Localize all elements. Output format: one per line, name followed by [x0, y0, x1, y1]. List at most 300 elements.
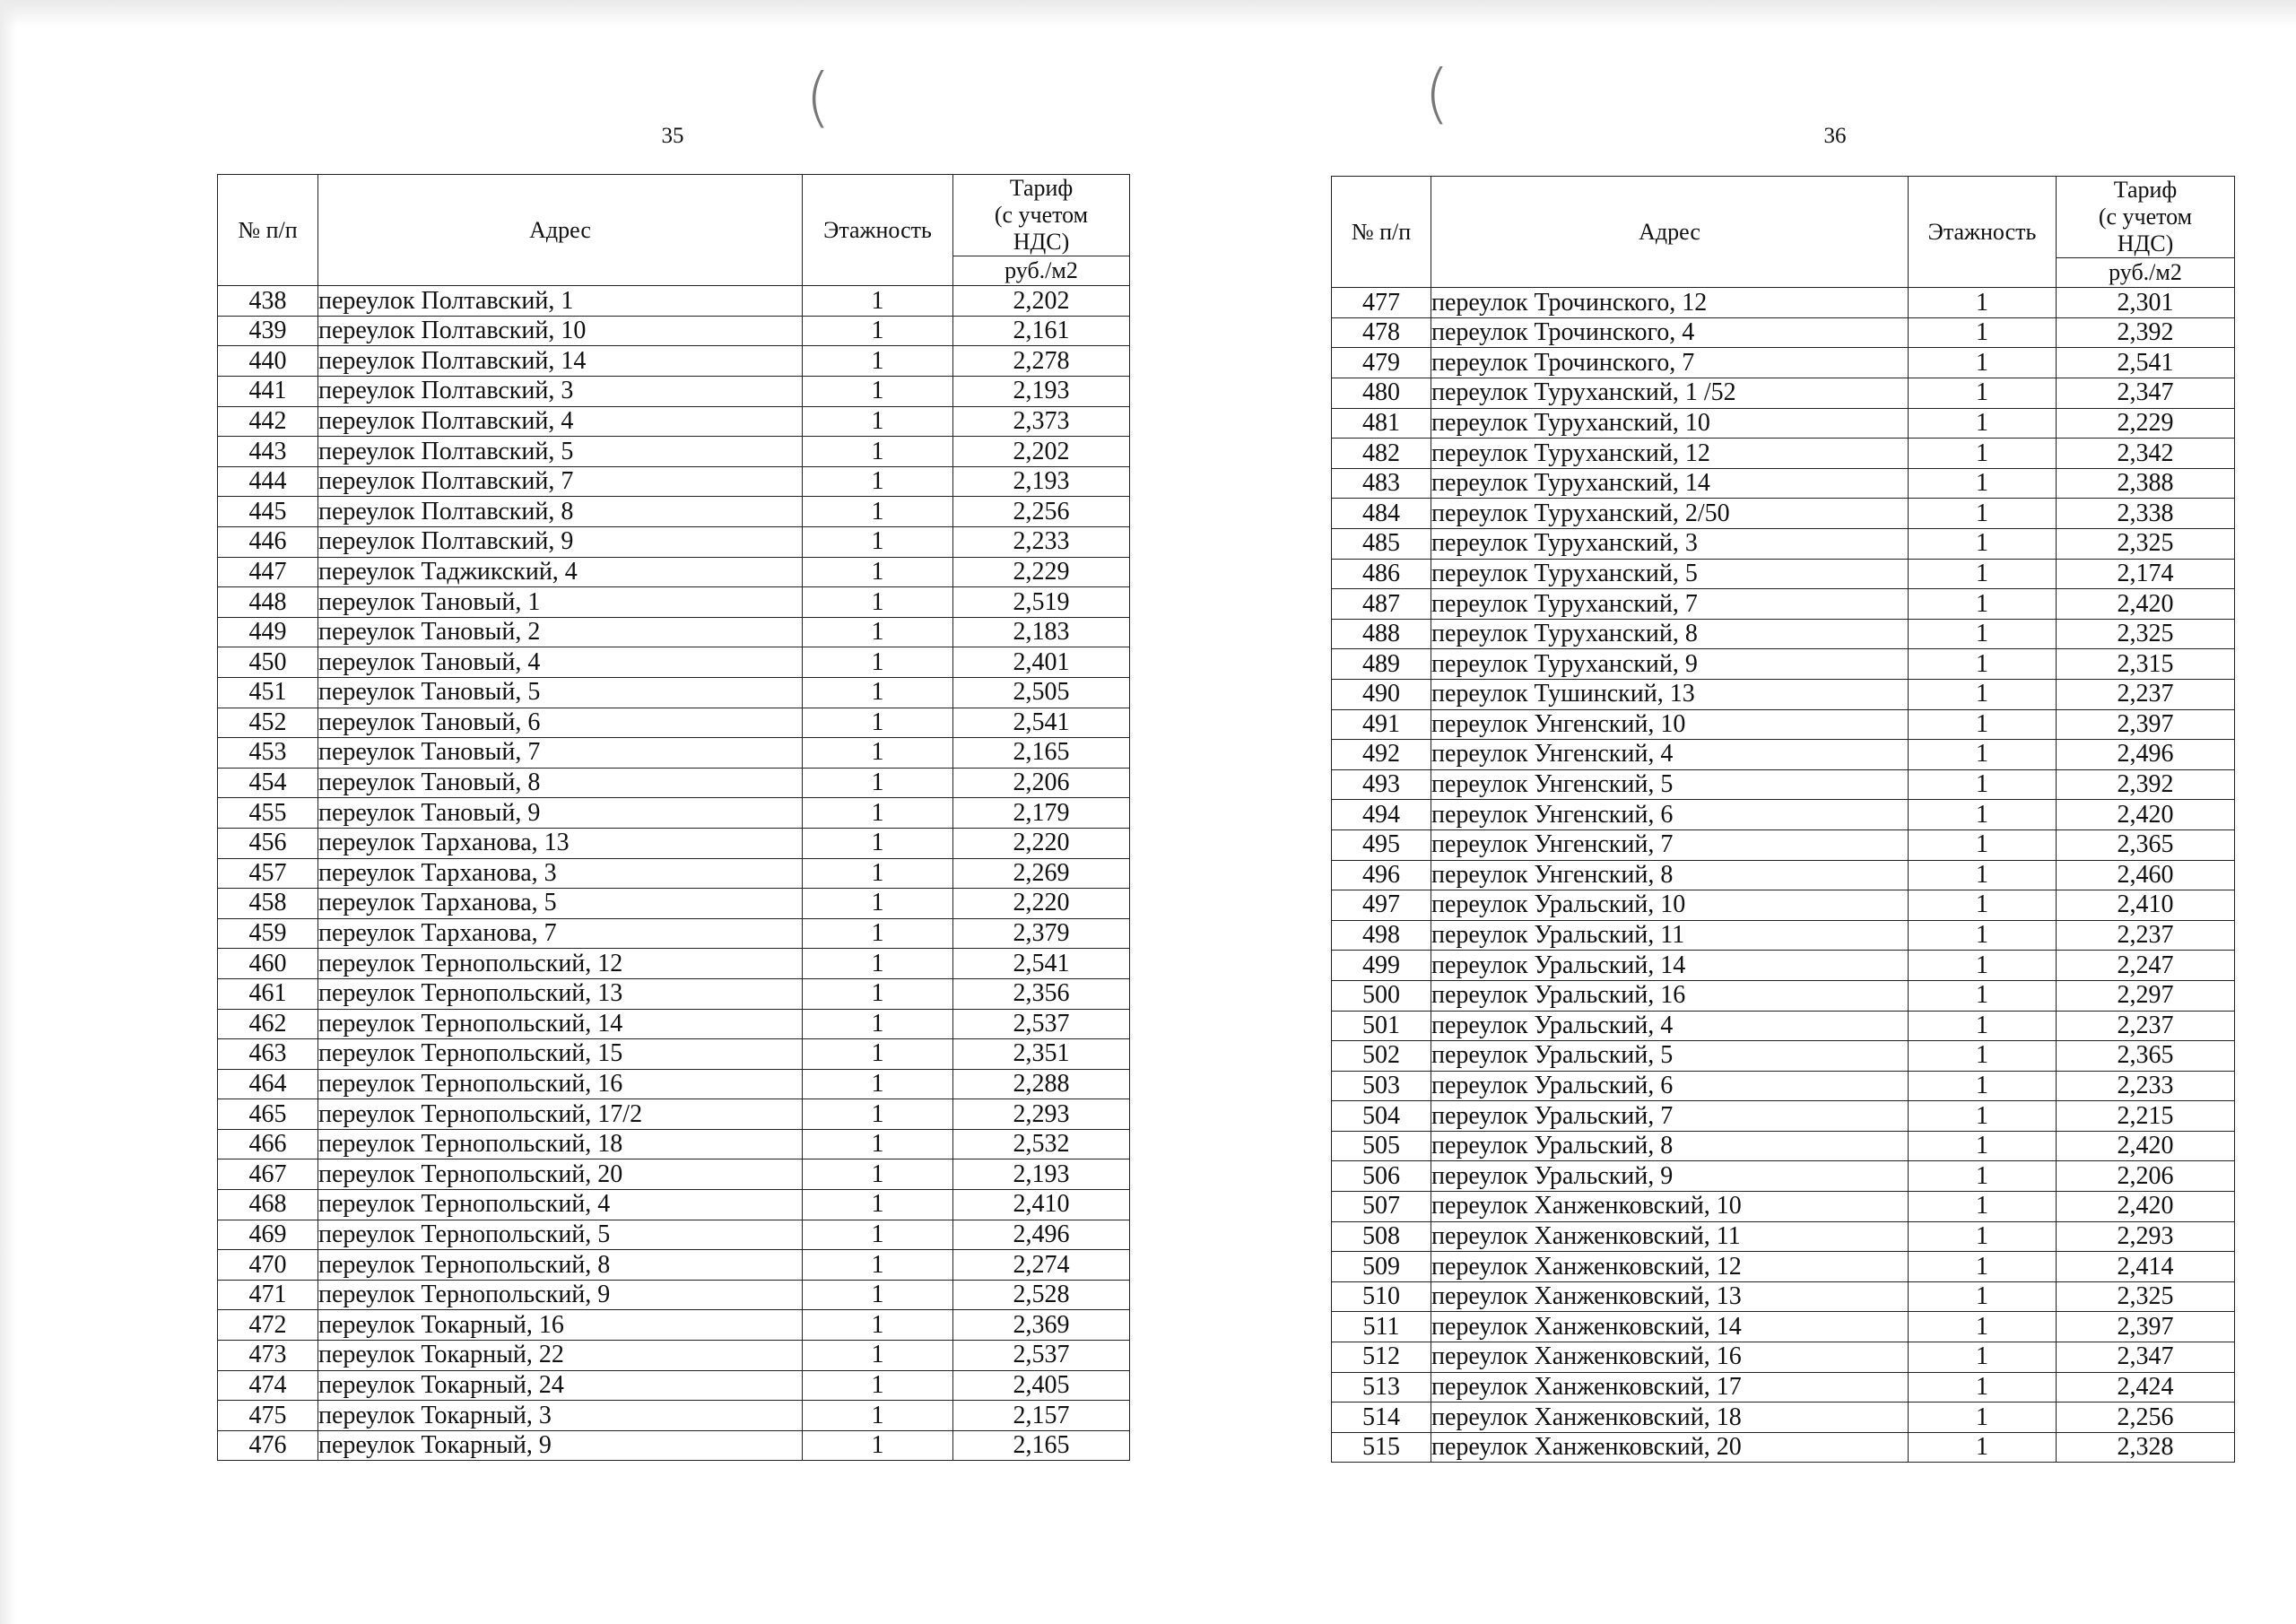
row-address: переулок Трочинского, 7 — [1431, 348, 1909, 378]
row-tariff: 2,206 — [953, 768, 1130, 798]
row-number: 462 — [218, 1009, 318, 1039]
header-num: № п/п — [1332, 177, 1431, 288]
row-address: переулок Туруханский, 12 — [1431, 439, 1909, 469]
row-tariff: 2,161 — [953, 316, 1130, 346]
row-floors: 1 — [803, 768, 953, 798]
row-number: 512 — [1332, 1342, 1431, 1373]
row-address: переулок Унгенский, 7 — [1431, 829, 1909, 860]
row-tariff: 2,537 — [953, 1009, 1130, 1039]
table-row — [1332, 408, 2235, 439]
row-floors: 1 — [803, 949, 953, 979]
row-tariff: 2,420 — [2057, 589, 2235, 620]
row-floors: 1 — [1909, 769, 2057, 800]
row-floors: 1 — [803, 1341, 953, 1371]
row-tariff: 2,237 — [2057, 1011, 2235, 1041]
row-number: 515 — [1332, 1432, 1431, 1463]
row-number: 511 — [1332, 1312, 1431, 1342]
row-number: 440 — [218, 346, 318, 377]
row-address: переулок Туруханский, 3 — [1431, 529, 1909, 560]
row-number: 456 — [218, 828, 318, 858]
table-row — [1332, 709, 2235, 740]
row-tariff: 2,297 — [2057, 980, 2235, 1011]
row-address: переулок Тановый, 9 — [318, 798, 803, 829]
header-unit: руб./м2 — [2057, 257, 2235, 288]
row-floors: 1 — [1909, 1041, 2057, 1072]
row-address: переулок Тановый, 1 — [318, 587, 803, 618]
table-row — [218, 1129, 1130, 1159]
header-address: Адрес — [318, 175, 803, 286]
table-row — [218, 1341, 1130, 1371]
row-floors: 1 — [803, 677, 953, 708]
row-number: 482 — [1332, 439, 1431, 469]
row-tariff: 2,206 — [2057, 1161, 2235, 1192]
table-row — [1332, 499, 2235, 529]
row-tariff: 2,460 — [2057, 860, 2235, 890]
row-tariff: 2,365 — [2057, 1041, 2235, 1072]
table-row — [218, 1401, 1130, 1431]
table-row — [218, 1430, 1130, 1461]
header-tariff-line1: Тариф — [1009, 175, 1074, 201]
row-address: переулок Токарный, 22 — [318, 1341, 803, 1371]
table-row — [218, 1370, 1130, 1401]
row-floors: 1 — [803, 1159, 953, 1190]
row-address: переулок Тарханова, 5 — [318, 889, 803, 919]
row-number: 502 — [1332, 1041, 1431, 1072]
row-floors: 1 — [803, 738, 953, 769]
row-number: 452 — [218, 708, 318, 738]
row-floors: 1 — [803, 617, 953, 647]
row-address: переулок Трочинского, 12 — [1431, 288, 1909, 318]
row-floors: 1 — [1909, 1011, 2057, 1041]
row-floors: 1 — [803, 1430, 953, 1461]
punch-mark-right: ( — [1424, 56, 1450, 131]
row-number: 443 — [218, 437, 318, 467]
row-tariff: 2,193 — [953, 1159, 1130, 1190]
row-tariff: 2,496 — [953, 1220, 1130, 1250]
table-row — [218, 798, 1130, 829]
row-number: 451 — [218, 677, 318, 708]
row-address: переулок Уральский, 7 — [1431, 1101, 1909, 1132]
row-floors: 1 — [803, 466, 953, 497]
table-row — [1332, 1281, 2235, 1312]
table-row — [1332, 317, 2235, 348]
table-row — [218, 858, 1130, 889]
row-tariff: 2,528 — [953, 1280, 1130, 1310]
row-floors: 1 — [1909, 829, 2057, 860]
table-row — [218, 497, 1130, 527]
row-floors: 1 — [803, 708, 953, 738]
table-row — [1332, 589, 2235, 620]
row-address: переулок Полтавский, 3 — [318, 377, 803, 407]
row-address: переулок Туруханский, 5 — [1431, 559, 1909, 589]
row-number: 474 — [218, 1370, 318, 1401]
row-floors: 1 — [803, 1069, 953, 1099]
row-tariff: 2,347 — [2057, 1342, 2235, 1373]
row-number: 449 — [218, 617, 318, 647]
row-tariff: 2,405 — [953, 1370, 1130, 1401]
header-num: № п/п — [218, 175, 318, 286]
row-tariff: 2,505 — [953, 677, 1130, 708]
header-tariff-line2: (с учетом — [994, 201, 1089, 228]
row-tariff: 2,269 — [953, 858, 1130, 889]
punch-mark-left: ( — [805, 59, 831, 135]
row-number: 479 — [1332, 348, 1431, 378]
row-address: переулок Ханженковский, 20 — [1431, 1432, 1909, 1463]
row-address: переулок Уральский, 10 — [1431, 890, 1909, 921]
row-address: переулок Полтавский, 9 — [318, 527, 803, 558]
row-address: переулок Полтавский, 8 — [318, 497, 803, 527]
table-row — [218, 1220, 1130, 1250]
row-floors: 1 — [803, 1401, 953, 1431]
row-address: переулок Ханженковский, 18 — [1431, 1403, 1909, 1433]
row-tariff: 2,256 — [953, 497, 1130, 527]
row-floors: 1 — [803, 1039, 953, 1070]
table-row — [218, 377, 1130, 407]
row-number: 514 — [1332, 1403, 1431, 1433]
row-tariff: 2,410 — [2057, 890, 2235, 921]
table-row — [1332, 1011, 2235, 1041]
table-row — [218, 1190, 1130, 1220]
row-floors: 1 — [1909, 860, 2057, 890]
row-tariff: 2,274 — [953, 1250, 1130, 1281]
row-number: 445 — [218, 497, 318, 527]
table-row — [218, 346, 1130, 377]
row-floors: 1 — [803, 587, 953, 618]
table-row — [218, 768, 1130, 798]
table-row — [218, 316, 1130, 346]
row-tariff: 2,174 — [2057, 559, 2235, 589]
row-tariff: 2,315 — [2057, 649, 2235, 680]
row-number: 499 — [1332, 951, 1431, 981]
table-row — [218, 466, 1130, 497]
table-row — [218, 527, 1130, 558]
table-row — [1332, 920, 2235, 951]
row-address: переулок Тановый, 8 — [318, 768, 803, 798]
row-floors: 1 — [803, 798, 953, 829]
table-row — [218, 889, 1130, 919]
row-number: 464 — [218, 1069, 318, 1099]
row-tariff: 2,247 — [2057, 951, 2235, 981]
table-row — [1332, 649, 2235, 680]
row-floors: 1 — [803, 828, 953, 858]
row-floors: 1 — [1909, 317, 2057, 348]
row-address: переулок Туруханский, 9 — [1431, 649, 1909, 680]
row-address: переулок Тернопольский, 20 — [318, 1159, 803, 1190]
row-number: 507 — [1332, 1192, 1431, 1222]
row-address: переулок Уральский, 9 — [1431, 1161, 1909, 1192]
row-number: 460 — [218, 949, 318, 979]
header-tariff-line1: Тариф — [2113, 177, 2178, 203]
row-floors: 1 — [1909, 348, 2057, 378]
row-address: переулок Тернопольский, 16 — [318, 1069, 803, 1099]
row-floors: 1 — [803, 406, 953, 437]
row-address: переулок Унгенский, 10 — [1431, 709, 1909, 740]
table-row — [1332, 1312, 2235, 1342]
table-row — [1332, 800, 2235, 830]
row-address: переулок Ханженковский, 14 — [1431, 1312, 1909, 1342]
row-number: 492 — [1332, 740, 1431, 770]
row-tariff: 2,420 — [2057, 1131, 2235, 1161]
row-number: 442 — [218, 406, 318, 437]
row-floors: 1 — [1909, 559, 2057, 589]
row-floors: 1 — [803, 1099, 953, 1130]
row-number: 463 — [218, 1039, 318, 1070]
row-tariff: 2,325 — [2057, 529, 2235, 560]
row-number: 510 — [1332, 1281, 1431, 1312]
row-tariff: 2,397 — [2057, 1312, 2235, 1342]
row-tariff: 2,165 — [953, 1430, 1130, 1461]
row-address: переулок Тарханова, 3 — [318, 858, 803, 889]
row-address: переулок Тернопольский, 4 — [318, 1190, 803, 1220]
row-address: переулок Унгенский, 5 — [1431, 769, 1909, 800]
table-row — [1332, 619, 2235, 649]
row-floors: 1 — [1909, 920, 2057, 951]
row-floors: 1 — [803, 557, 953, 587]
table-row — [1332, 890, 2235, 921]
row-number: 481 — [1332, 408, 1431, 439]
row-number: 495 — [1332, 829, 1431, 860]
row-floors: 1 — [803, 1009, 953, 1039]
row-tariff: 2,325 — [2057, 619, 2235, 649]
table-row — [1332, 1101, 2235, 1132]
row-address: переулок Уральский, 8 — [1431, 1131, 1909, 1161]
row-floors: 1 — [803, 1310, 953, 1341]
row-number: 466 — [218, 1129, 318, 1159]
table-row — [1332, 288, 2235, 318]
row-floors: 1 — [1909, 499, 2057, 529]
row-address: переулок Тановый, 5 — [318, 677, 803, 708]
row-number: 505 — [1332, 1131, 1431, 1161]
table-row — [218, 437, 1130, 467]
row-address: переулок Унгенский, 6 — [1431, 800, 1909, 830]
table-row — [1332, 951, 2235, 981]
table-row — [218, 557, 1130, 587]
row-address: переулок Тернопольский, 18 — [318, 1129, 803, 1159]
table-row — [1332, 860, 2235, 890]
row-number: 501 — [1332, 1011, 1431, 1041]
row-floors: 1 — [803, 377, 953, 407]
row-address: переулок Унгенский, 8 — [1431, 860, 1909, 890]
row-number: 477 — [1332, 288, 1431, 318]
row-address: переулок Ханженковский, 17 — [1431, 1372, 1909, 1403]
row-address: переулок Полтавский, 10 — [318, 316, 803, 346]
row-floors: 1 — [1909, 709, 2057, 740]
row-floors: 1 — [1909, 1131, 2057, 1161]
row-number: 497 — [1332, 890, 1431, 921]
row-address: переулок Токарный, 16 — [318, 1310, 803, 1341]
row-floors: 1 — [1909, 1403, 2057, 1433]
row-tariff: 2,179 — [953, 798, 1130, 829]
table-row — [1332, 1432, 2235, 1463]
row-address: переулок Токарный, 9 — [318, 1430, 803, 1461]
table-row — [1332, 1192, 2235, 1222]
row-floors: 1 — [1909, 529, 2057, 560]
row-tariff: 2,365 — [2057, 829, 2235, 860]
row-number: 438 — [218, 286, 318, 317]
row-tariff: 2,220 — [953, 889, 1130, 919]
table-row — [218, 1310, 1130, 1341]
row-tariff: 2,193 — [953, 466, 1130, 497]
row-tariff: 2,157 — [953, 1401, 1130, 1431]
row-address: переулок Тарханова, 13 — [318, 828, 803, 858]
row-floors: 1 — [1909, 439, 2057, 469]
row-number: 475 — [218, 1401, 318, 1431]
row-number: 508 — [1332, 1221, 1431, 1252]
table-row — [1332, 468, 2235, 499]
page-number: 35 — [661, 124, 684, 148]
row-floors: 1 — [803, 286, 953, 317]
table-row — [1332, 1342, 2235, 1373]
row-address: переулок Тернопольский, 14 — [318, 1009, 803, 1039]
row-floors: 1 — [803, 497, 953, 527]
row-address: переулок Туруханский, 8 — [1431, 619, 1909, 649]
row-floors: 1 — [1909, 951, 2057, 981]
row-tariff: 2,202 — [953, 437, 1130, 467]
row-floors: 1 — [803, 1250, 953, 1281]
row-tariff: 2,410 — [953, 1190, 1130, 1220]
row-tariff: 2,229 — [953, 557, 1130, 587]
row-address: переулок Полтавский, 1 — [318, 286, 803, 317]
row-floors: 1 — [803, 316, 953, 346]
table-row — [1332, 378, 2235, 409]
row-number: 509 — [1332, 1252, 1431, 1282]
row-number: 490 — [1332, 679, 1431, 709]
row-floors: 1 — [1909, 679, 2057, 709]
row-number: 489 — [1332, 649, 1431, 680]
row-floors: 1 — [803, 527, 953, 558]
row-floors: 1 — [1909, 589, 2057, 620]
row-number: 476 — [218, 1430, 318, 1461]
table-row — [218, 949, 1130, 979]
row-address: переулок Уральский, 4 — [1431, 1011, 1909, 1041]
row-floors: 1 — [803, 918, 953, 949]
row-tariff: 2,541 — [953, 949, 1130, 979]
row-number: 486 — [1332, 559, 1431, 589]
row-floors: 1 — [803, 1190, 953, 1220]
row-tariff: 2,233 — [2057, 1071, 2235, 1101]
row-tariff: 2,237 — [2057, 920, 2235, 951]
row-address: переулок Тернопольский, 5 — [318, 1220, 803, 1250]
row-number: 447 — [218, 557, 318, 587]
row-number: 513 — [1332, 1372, 1431, 1403]
row-number: 485 — [1332, 529, 1431, 560]
table-row — [218, 1009, 1130, 1039]
row-address: переулок Тановый, 4 — [318, 647, 803, 678]
row-address: переулок Тушинский, 13 — [1431, 679, 1909, 709]
row-floors: 1 — [1909, 1071, 2057, 1101]
row-floors: 1 — [1909, 1192, 2057, 1222]
row-address: переулок Тернопольский, 8 — [318, 1250, 803, 1281]
scan-shadow-top — [0, 0, 2296, 27]
row-number: 448 — [218, 587, 318, 618]
row-number: 454 — [218, 768, 318, 798]
row-number: 494 — [1332, 800, 1431, 830]
row-floors: 1 — [1909, 1372, 2057, 1403]
row-tariff: 2,496 — [2057, 740, 2235, 770]
row-address: переулок Ханженковский, 11 — [1431, 1221, 1909, 1252]
row-address: переулок Полтавский, 5 — [318, 437, 803, 467]
row-number: 504 — [1332, 1101, 1431, 1132]
row-tariff: 2,183 — [953, 617, 1130, 647]
row-floors: 1 — [1909, 378, 2057, 409]
row-tariff: 2,356 — [953, 978, 1130, 1009]
row-address: переулок Ханженковский, 13 — [1431, 1281, 1909, 1312]
header-unit: руб./м2 — [953, 256, 1130, 286]
table-row — [218, 978, 1130, 1009]
row-tariff: 2,414 — [2057, 1252, 2235, 1282]
row-number: 444 — [218, 466, 318, 497]
row-floors: 1 — [1909, 1281, 2057, 1312]
table-row — [1332, 439, 2235, 469]
row-number: 471 — [218, 1280, 318, 1310]
row-tariff: 2,392 — [2057, 317, 2235, 348]
table-row — [218, 1159, 1130, 1190]
row-address: переулок Тернопольский, 17/2 — [318, 1099, 803, 1130]
row-address: переулок Туруханский, 7 — [1431, 589, 1909, 620]
row-number: 461 — [218, 978, 318, 1009]
row-tariff: 2,392 — [2057, 769, 2235, 800]
table-row — [1332, 1071, 2235, 1101]
table-row — [1332, 348, 2235, 378]
row-tariff: 2,397 — [2057, 709, 2235, 740]
row-address: переулок Тановый, 2 — [318, 617, 803, 647]
row-floors: 1 — [803, 1370, 953, 1401]
row-floors: 1 — [803, 1280, 953, 1310]
row-address: переулок Ханженковский, 12 — [1431, 1252, 1909, 1282]
row-address: переулок Таджикский, 4 — [318, 557, 803, 587]
row-address: переулок Тернопольский, 9 — [318, 1280, 803, 1310]
row-address: переулок Полтавский, 7 — [318, 466, 803, 497]
header-tariff-line3: НДС) — [2117, 230, 2174, 256]
row-floors: 1 — [1909, 800, 2057, 830]
row-number: 506 — [1332, 1161, 1431, 1192]
table-row — [218, 617, 1130, 647]
row-number: 493 — [1332, 769, 1431, 800]
row-floors: 1 — [1909, 1312, 2057, 1342]
row-tariff: 2,342 — [2057, 439, 2235, 469]
row-number: 459 — [218, 918, 318, 949]
table-row — [218, 647, 1130, 678]
table-row — [1332, 740, 2235, 770]
row-floors: 1 — [803, 1129, 953, 1159]
row-number: 484 — [1332, 499, 1431, 529]
row-address: переулок Туруханский, 2/50 — [1431, 499, 1909, 529]
table-row — [218, 1099, 1130, 1130]
row-tariff: 2,369 — [953, 1310, 1130, 1341]
row-floors: 1 — [803, 647, 953, 678]
row-address: переулок Трочинского, 4 — [1431, 317, 1909, 348]
table-row — [218, 918, 1130, 949]
row-number: 457 — [218, 858, 318, 889]
row-floors: 1 — [1909, 619, 2057, 649]
row-number: 465 — [218, 1099, 318, 1130]
header-tariff-line2: (с учетом — [2098, 203, 2193, 230]
row-number: 455 — [218, 798, 318, 829]
row-floors: 1 — [1909, 288, 2057, 318]
row-number: 453 — [218, 738, 318, 769]
row-floors: 1 — [803, 889, 953, 919]
row-tariff: 2,229 — [2057, 408, 2235, 439]
row-floors: 1 — [803, 978, 953, 1009]
row-address: переулок Уральский, 5 — [1431, 1041, 1909, 1072]
table-row — [1332, 1041, 2235, 1072]
row-floors: 1 — [1909, 890, 2057, 921]
row-address: переулок Тановый, 7 — [318, 738, 803, 769]
table-row — [218, 677, 1130, 708]
header-tariff — [953, 175, 1130, 256]
table-row — [218, 738, 1130, 769]
table-row — [1332, 1403, 2235, 1433]
